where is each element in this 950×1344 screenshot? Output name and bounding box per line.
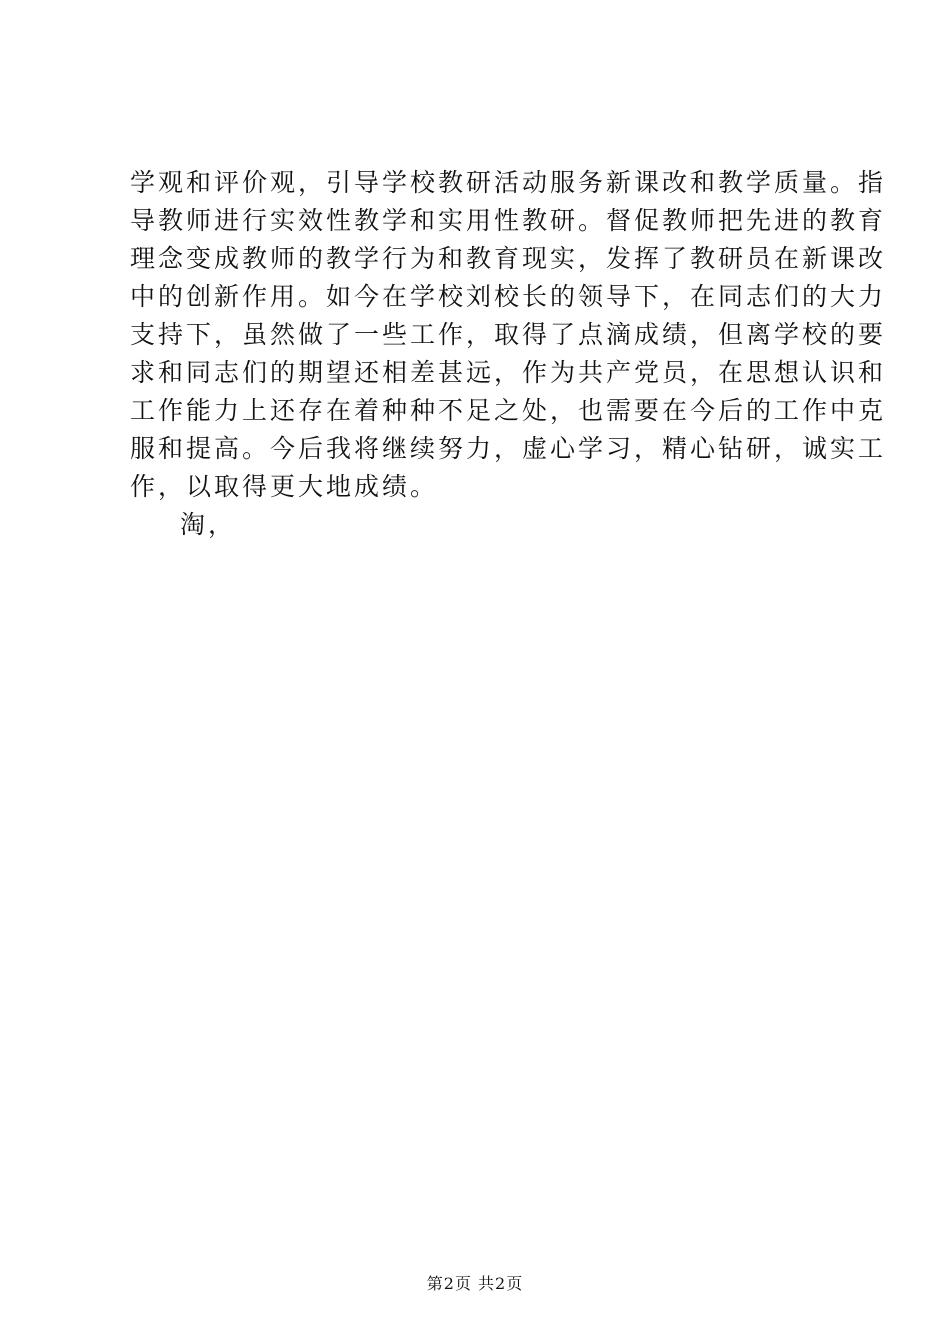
page-number-footer: 第2页 共2页 <box>426 1274 524 1293</box>
text-line: 支持下，虽然做了一些工作，取得了点滴成绩，但离学校的要 <box>130 320 887 349</box>
text-line: 理念变成教师的教学行为和教育现实，发挥了教研员在新课改 <box>130 244 887 273</box>
text-line: 服和提高。今后我将继续努力，虚心学习，精心钻研，诚实工 <box>130 434 887 463</box>
text-line: 求和同志们的期望还相差甚远，作为共产党员，在思想认识和 <box>130 358 887 387</box>
trailing-line: 淘， <box>180 510 237 539</box>
text-line: 作，以取得更大地成绩。 <box>130 472 439 501</box>
body-text <box>130 164 887 544</box>
text-line: 工作能力上还存在着种种不足之处，也需要在今后的工作中克 <box>130 396 887 425</box>
text-line: 中的创新作用。如今在学校刘校长的领导下，在同志们的大力 <box>130 282 887 311</box>
text-line: 导教师进行实效性教学和实用性教研。督促教师把先进的教育 <box>130 206 887 235</box>
text-line: 学观和评价观，引导学校教研活动服务新课改和教学质量。指 <box>130 168 887 197</box>
